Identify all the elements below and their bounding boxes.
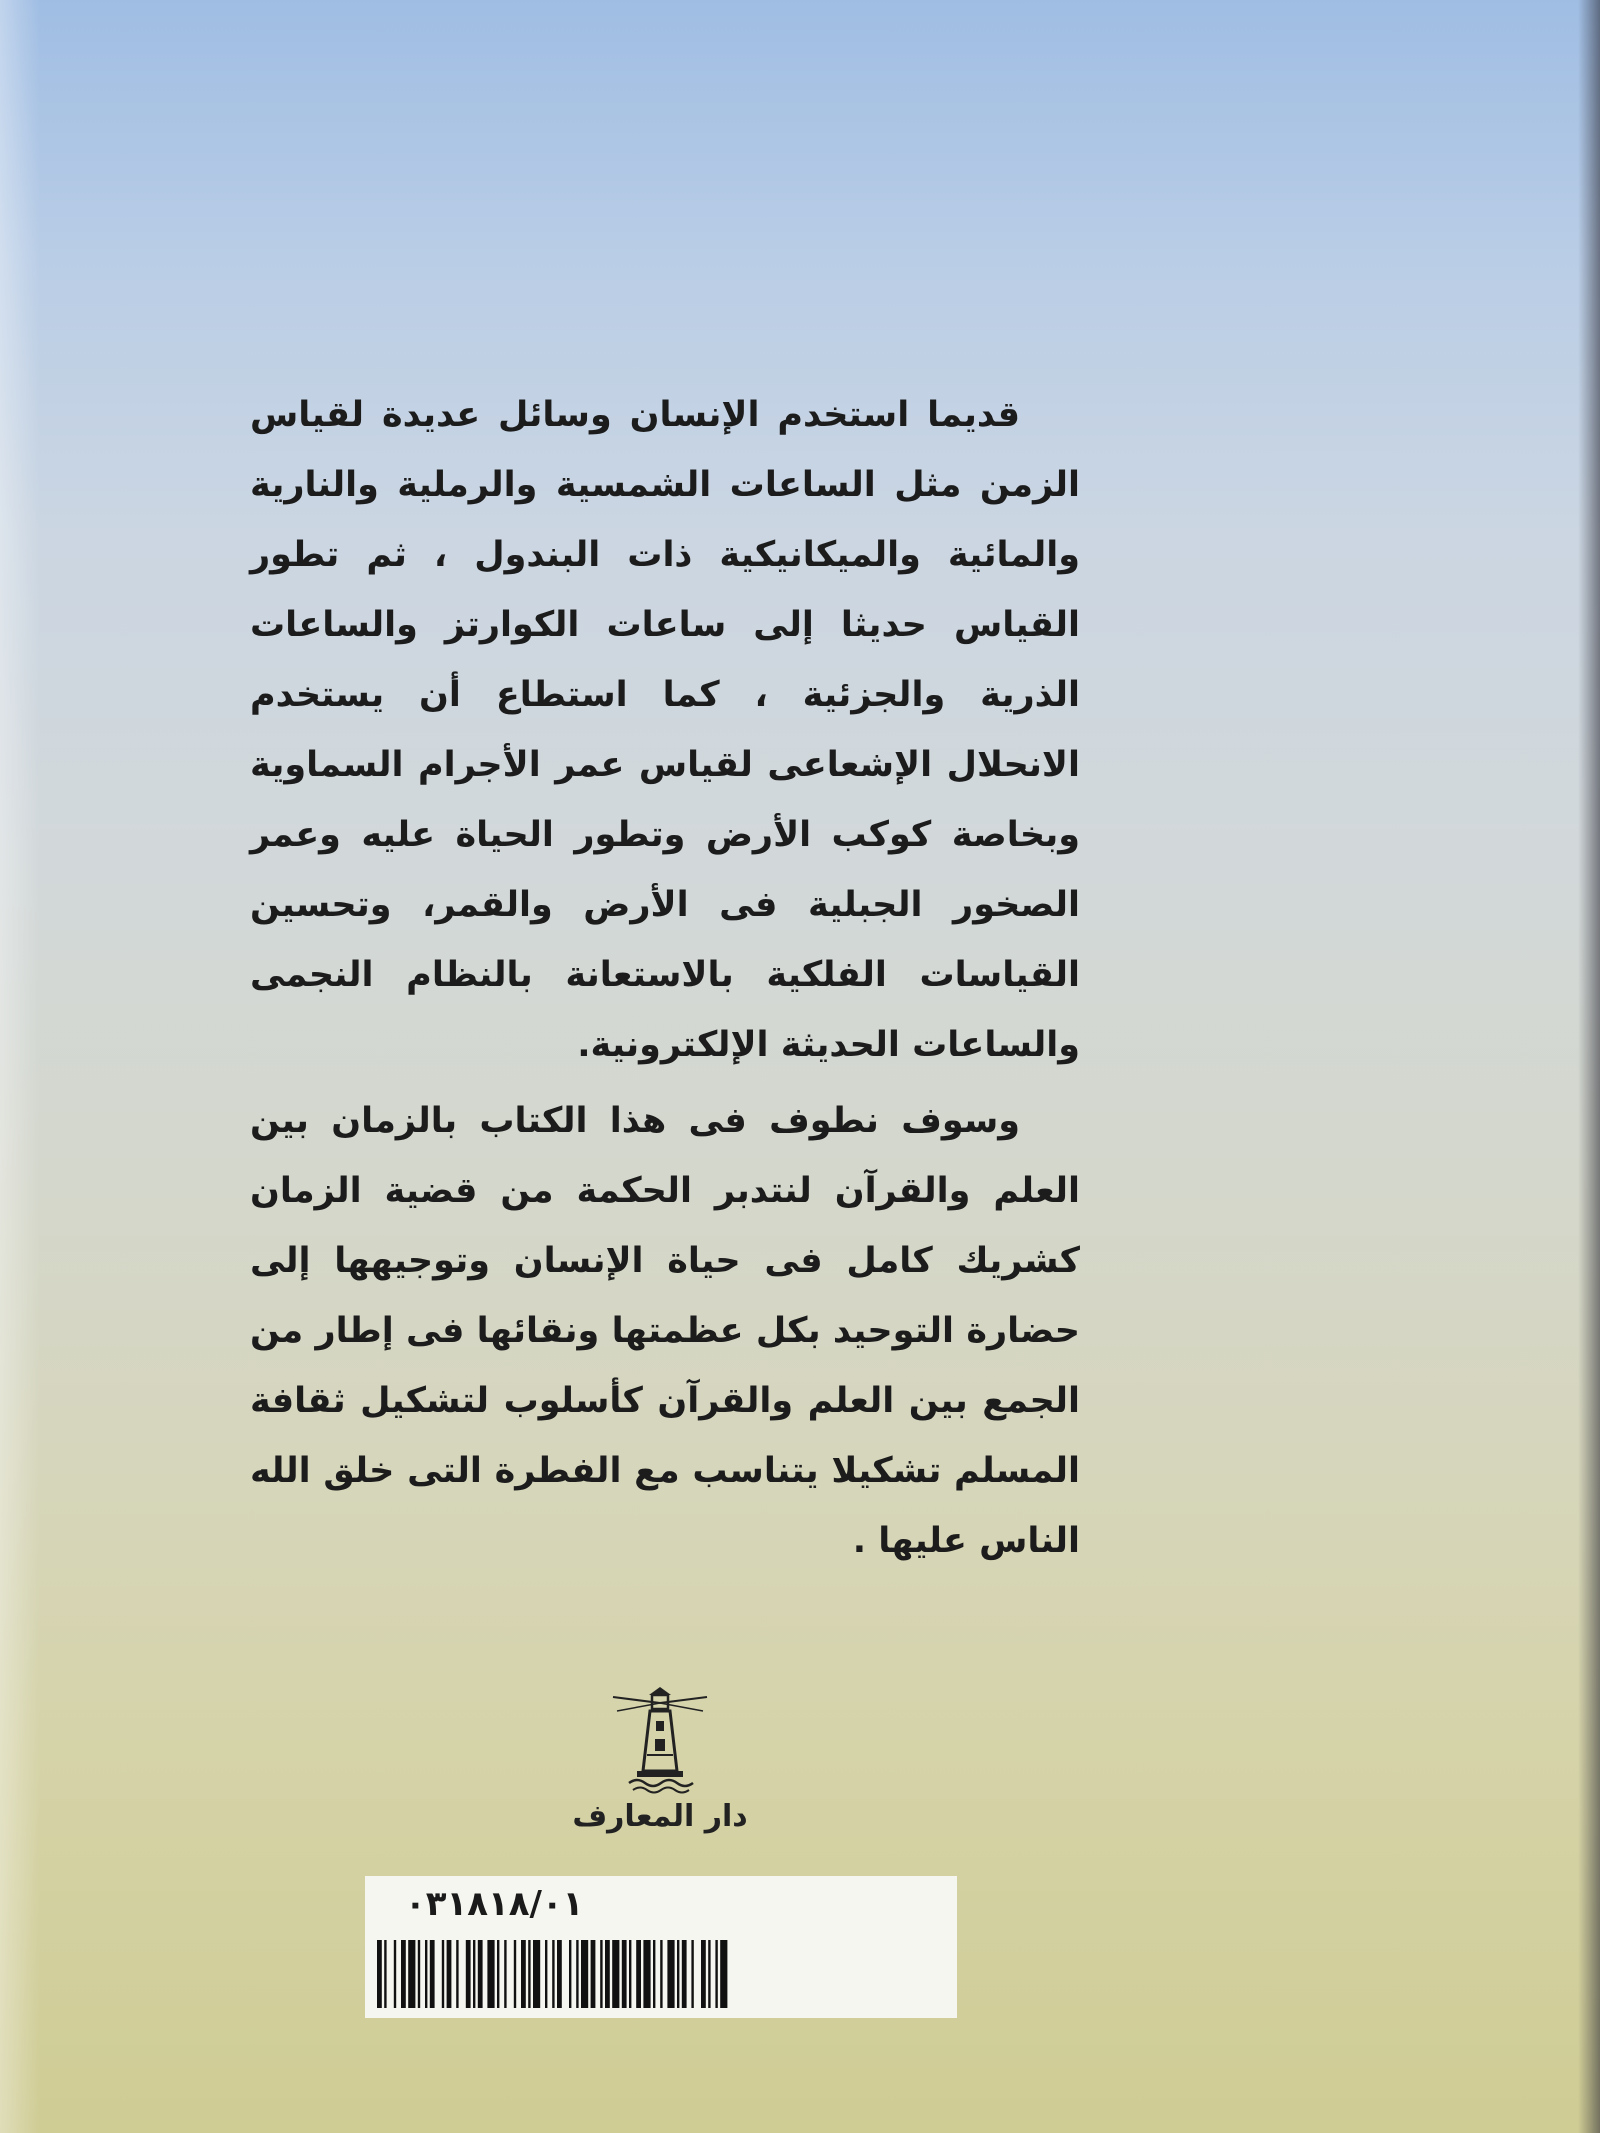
publisher-name: دار المعارف: [572, 1799, 748, 1834]
back-cover-description: [250, 380, 1080, 1582]
barcode-sticker: [365, 1876, 957, 2018]
spine-highlight: [0, 0, 40, 2133]
barcode-number: ٠٣١٨١٨/٠١: [405, 1884, 584, 1924]
lighthouse-icon: [605, 1685, 715, 1795]
description-paragraph-1: قديما استخدم الإنسان وسائل عديدة لقياس الزمن مثل الساعات الشمسية والرملية والنارية والمائية والميكانيكية ذات البندول ، ثم تطور القياس حديثا إلى ساعات الكوارتز والساعات الذرية والجزئية ، كما استطاع أن يستخدم الانحلال الإشعاعى لقياس عمر الأجرام السماوية وبخاصة كوكب الأرض وتطور الحياة عليه وعمر الصخور الجبلية فى الأرض والقمر، وتحسين القياسات الفلكية بالاستعانة بالنظام النجمى والساعات الحديثة الإلكترونية.: [250, 395, 1080, 1065]
barcode-icon: [373, 1940, 949, 2008]
publisher-logo: [560, 1685, 760, 1845]
cover-edge-shadow: [1578, 0, 1600, 2133]
description-paragraph-2: وسوف نطوف فى هذا الكتاب بالزمان بين العلم والقرآن لنتدبر الحكمة من قضية الزمان كشريك كامل فى حياة الإنسان وتوجيهها إلى حضارة التوحيد بكل عظمتها ونقائها فى إطار من الجمع بين العلم والقرآن كأسلوب لتشكيل ثقافة المسلم تشكيلا يتناسب مع الفطرة التى خلق الله الناس عليها .: [250, 1101, 1080, 1561]
